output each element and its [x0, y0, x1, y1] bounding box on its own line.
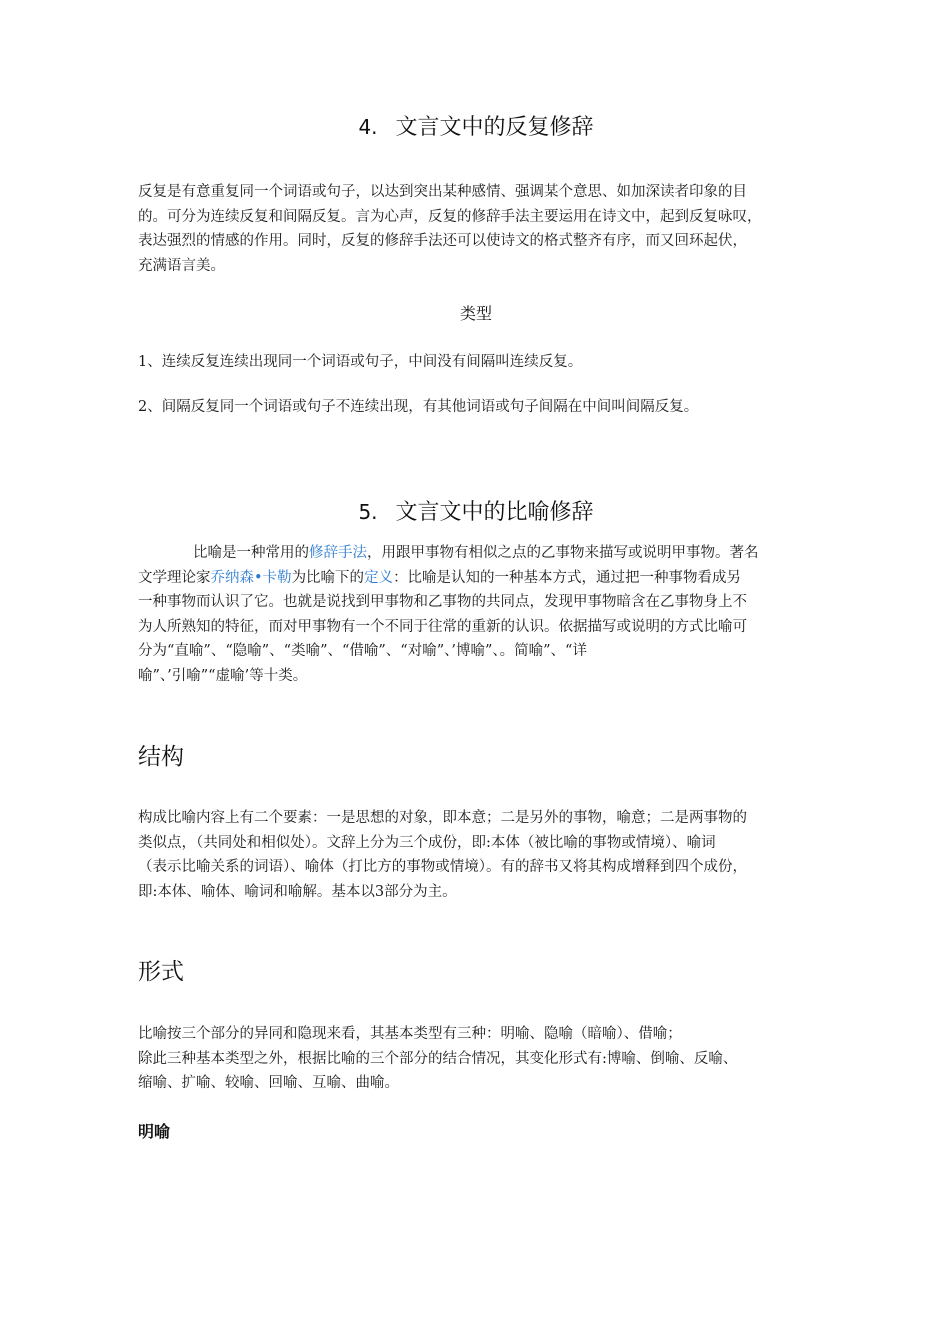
form-paragraph: [138, 1022, 816, 1096]
type-item-interval: 2、间隔反复同一个词语或句子不连续出现，有其他词语或句子间隔在中间叫间隔反复。: [138, 399, 699, 415]
paragraph-line: 类似点，（共同处和相似处）。文辞上分为三个成份，即:本体（被比喻的事物或情境）、喻词: [138, 834, 716, 851]
paragraph-line: 比喻按三个部分的异同和隐现来看，其基本类型有三种：明喻、隐喻（暗喻）、借喻；: [138, 1026, 682, 1042]
structure-heading: 结构: [138, 744, 184, 770]
types-heading: 类型: [459, 304, 492, 323]
paragraph-line: 表达强烈的情感的作用。同时，反复的修辞手法还可以使诗文的格式整齐有序，而又回环起伏，: [138, 233, 747, 249]
section-4-title-text: 文言文中的反复修辞: [395, 115, 594, 140]
section-4-number: 4.: [358, 115, 378, 139]
paragraph-line: （表示比喻关系的词语）、喻体（打比方的事物或情境）。有的辞书又将其构成增释到四个成份，: [138, 859, 747, 875]
section-5-intro-paragraph: [138, 541, 816, 688]
type-item-continuous: 1、连续反复连续出现同一个词语或句子，中间没有间隔叫连续反复。: [138, 354, 583, 370]
text-run: ：比喻是认知的一种基本方式，通过把一种事物看成另: [393, 569, 742, 586]
paragraph-line: 喻”、’引喻”“虚喻’等十类。: [138, 667, 308, 684]
section-5-title-text: 文言文中的比喻修辞: [395, 500, 594, 525]
simile-heading: 明喻: [138, 1122, 171, 1141]
structure-paragraph: [138, 806, 816, 904]
paragraph-line: 除此三种基本类型之外，根据比喻的三个部分的结合情况，其变化形式有:博喻、倒喻、反喻、: [138, 1050, 738, 1067]
paragraph-line: 充满语言美。: [138, 257, 225, 274]
jonathan-culler-link[interactable]: 乔纳森•卡勒: [210, 569, 292, 586]
paragraph-line: 反复是有意重复同一个词语或句子，以达到突出某种感情、强调某个意思、如加深读者印象的目: [138, 184, 747, 200]
section-5-title: [138, 497, 814, 528]
text-run: ，用跟甲事物有相似之点的乙事物来描写或说明甲事物。著名: [367, 545, 759, 561]
paragraph-line: 缩喻、扩喻、较喻、回喻、互喻、曲喻。: [138, 1075, 399, 1091]
text-run: 文学理论家: [138, 569, 211, 586]
section-5-number: 5.: [358, 500, 378, 524]
text-run: 比喻是一种常用的: [193, 545, 309, 561]
paragraph-line: 分为“直喻”、“隐喻”、“类喻”、“借喻”、“对喻”、’博喻”、。简喻”、“详: [138, 643, 587, 659]
paragraph-line: [138, 541, 816, 566]
text-run: 为比喻下的: [291, 569, 365, 586]
definition-link[interactable]: 定义: [364, 569, 394, 586]
paragraph-line: 即:本体、喻体、喻词和喻解。基本以3部分为主。: [138, 883, 457, 900]
paragraph-line: 的。可分为连续反复和间隔反复。言为心声，反复的修辞手法主要运用在诗文中，起到反复咏叹，: [138, 208, 762, 225]
section-4-title: [138, 112, 814, 143]
form-heading: 形式: [138, 959, 184, 985]
section-4-intro-paragraph: [138, 180, 816, 278]
paragraph-line: 一种事物而认识了它。也就是说找到甲事物和乙事物的共同点，发现甲事物暗含在乙事物身上不: [138, 594, 747, 610]
paragraph-line: [138, 566, 816, 591]
paragraph-line: 构成比喻内容上有二个要素：一是思想的对象，即本意；二是另外的事物，喻意；二是两事物的: [138, 810, 747, 826]
rhetoric-device-link[interactable]: 修辞手法: [309, 545, 367, 561]
paragraph-line: 为人所熟知的特征，而对甲事物有一个不同于往常的重新的认识。依据描写或说明的方式比喻可: [138, 618, 747, 635]
